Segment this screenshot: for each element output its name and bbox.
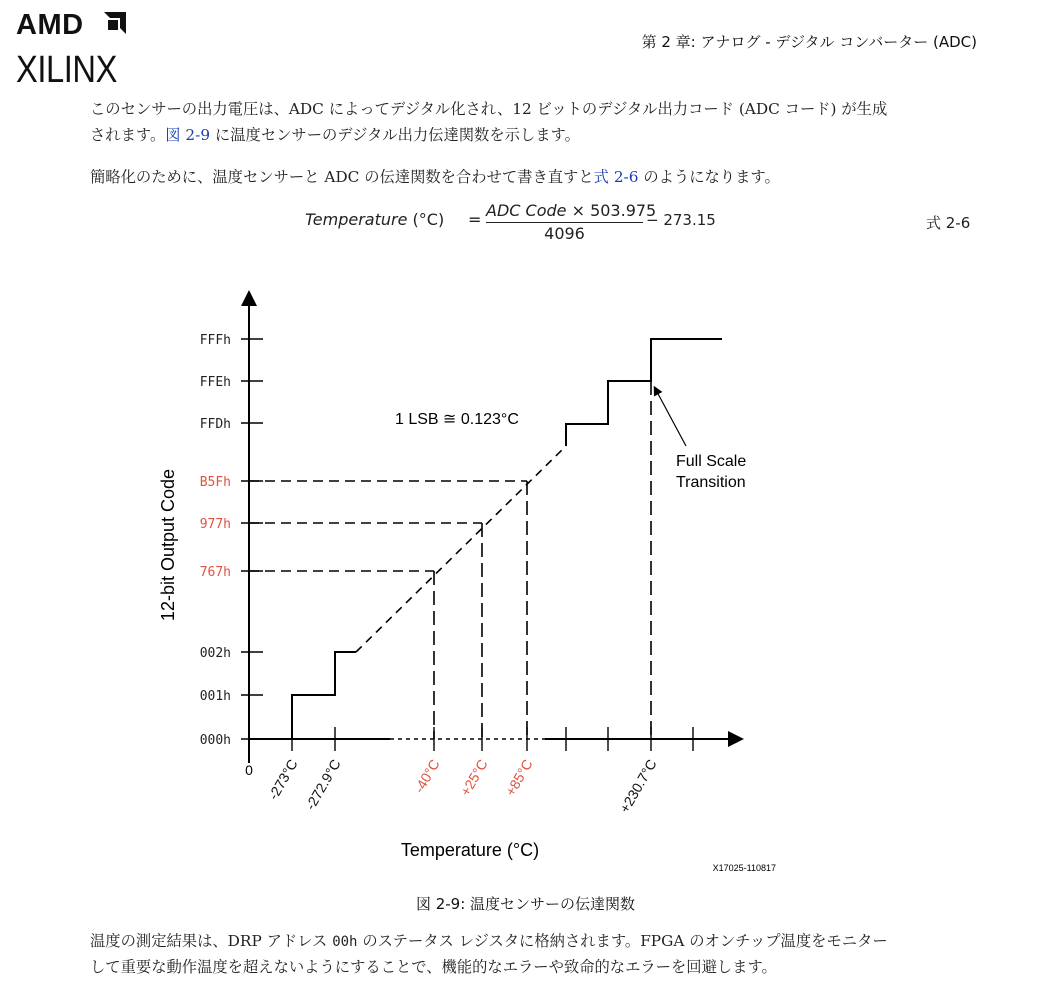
step-line-high <box>566 339 722 446</box>
transfer-line <box>356 446 566 652</box>
y-tick-label-000h: 000h <box>199 733 231 748</box>
x-origin-label: 0 <box>245 762 253 778</box>
x-tick-label: -273°C <box>264 756 301 803</box>
para1-text: されます。 <box>90 126 166 144</box>
figure-caption: 図 2-9: 温度センサーの伝達関数 <box>415 895 636 913</box>
chapter-heading: 第 2 章: アナログ - デジタル コンバーター (ADC) <box>641 33 977 51</box>
full-scale-annotation-line-1: Full Scale <box>676 453 747 470</box>
paragraph-3-line-1 <box>90 928 888 955</box>
logo-xilinx-text: XILINX <box>16 49 117 91</box>
paragraph-1-line-1: このセンサーの出力電圧は、ADC によってデジタル化され、12 ビットのデジタル出力コード (ADC コード) が生成 <box>90 100 888 118</box>
y-tick-label-977h: 977h <box>199 517 231 532</box>
logo-amd-text: AMD <box>16 9 84 41</box>
x-tick-label: +230.7°C <box>616 756 660 816</box>
y-tick-label-767h: 767h <box>199 565 231 580</box>
full-scale-annotation-line-2: Transition <box>676 474 746 491</box>
y-tick-label-fffh: FFFh <box>199 333 231 348</box>
para3-text-mid: のステータス レジスタに格納されます。FPGA のオンチップ温度をモニター <box>357 932 888 950</box>
para3-text: 温度の測定結果は、DRP アドレス <box>90 932 333 950</box>
figure-id: X17025-110817 <box>712 863 776 873</box>
para1-text-end: に温度センサーのデジタル出力伝達関数を示します。 <box>210 126 580 144</box>
full-scale-arrow <box>656 390 686 446</box>
y-tick-label-ffeh: FFEh <box>199 375 231 390</box>
equation-equals: = <box>468 210 482 229</box>
para2-text-end: のようになります。 <box>638 168 780 186</box>
x-tick-label: -272.9°C <box>302 756 344 813</box>
y-tick-label-b5fh: B5Fh <box>199 475 231 490</box>
x-tick-label: +25°C <box>457 756 491 799</box>
x-tick-label: -40°C <box>410 756 443 796</box>
para2-text: 簡略化のために、温度センサーと ADC の伝達関数を合わせて書き直すと <box>90 168 594 186</box>
y-tick-label-001h: 001h <box>199 689 231 704</box>
y-tick-label-002h: 002h <box>199 646 231 661</box>
equation-numerator: ADC Code × 503.975 <box>486 201 657 220</box>
register-address-code: 00h <box>332 934 358 950</box>
equation-lhs: Temperature (°C) <box>305 210 445 229</box>
y-axis-label: 12-bit Output Code <box>158 468 178 622</box>
y-tick-label-ffdh: FFDh <box>199 417 231 432</box>
equation-denominator: 4096 <box>544 224 585 243</box>
equation-2-6-link[interactable]: 式 2-6 <box>593 168 639 186</box>
x-tick-label: +85°C <box>502 756 536 799</box>
equation-offset: − 273.15 <box>646 211 716 229</box>
equation-number: 式 2-6 <box>926 214 971 232</box>
paragraph-3-line-2: して重要な動作温度を超えないようにすることで、機能的なエラーや致命的なエラーを回避します。 <box>90 958 777 976</box>
step-line-low <box>292 652 356 739</box>
lsb-annotation: 1 LSB ≅ 0.123°C <box>395 411 519 428</box>
x-axis-label: Temperature (°C) <box>400 840 540 860</box>
figure-2-9-link[interactable]: 図 2-9 <box>165 126 211 144</box>
